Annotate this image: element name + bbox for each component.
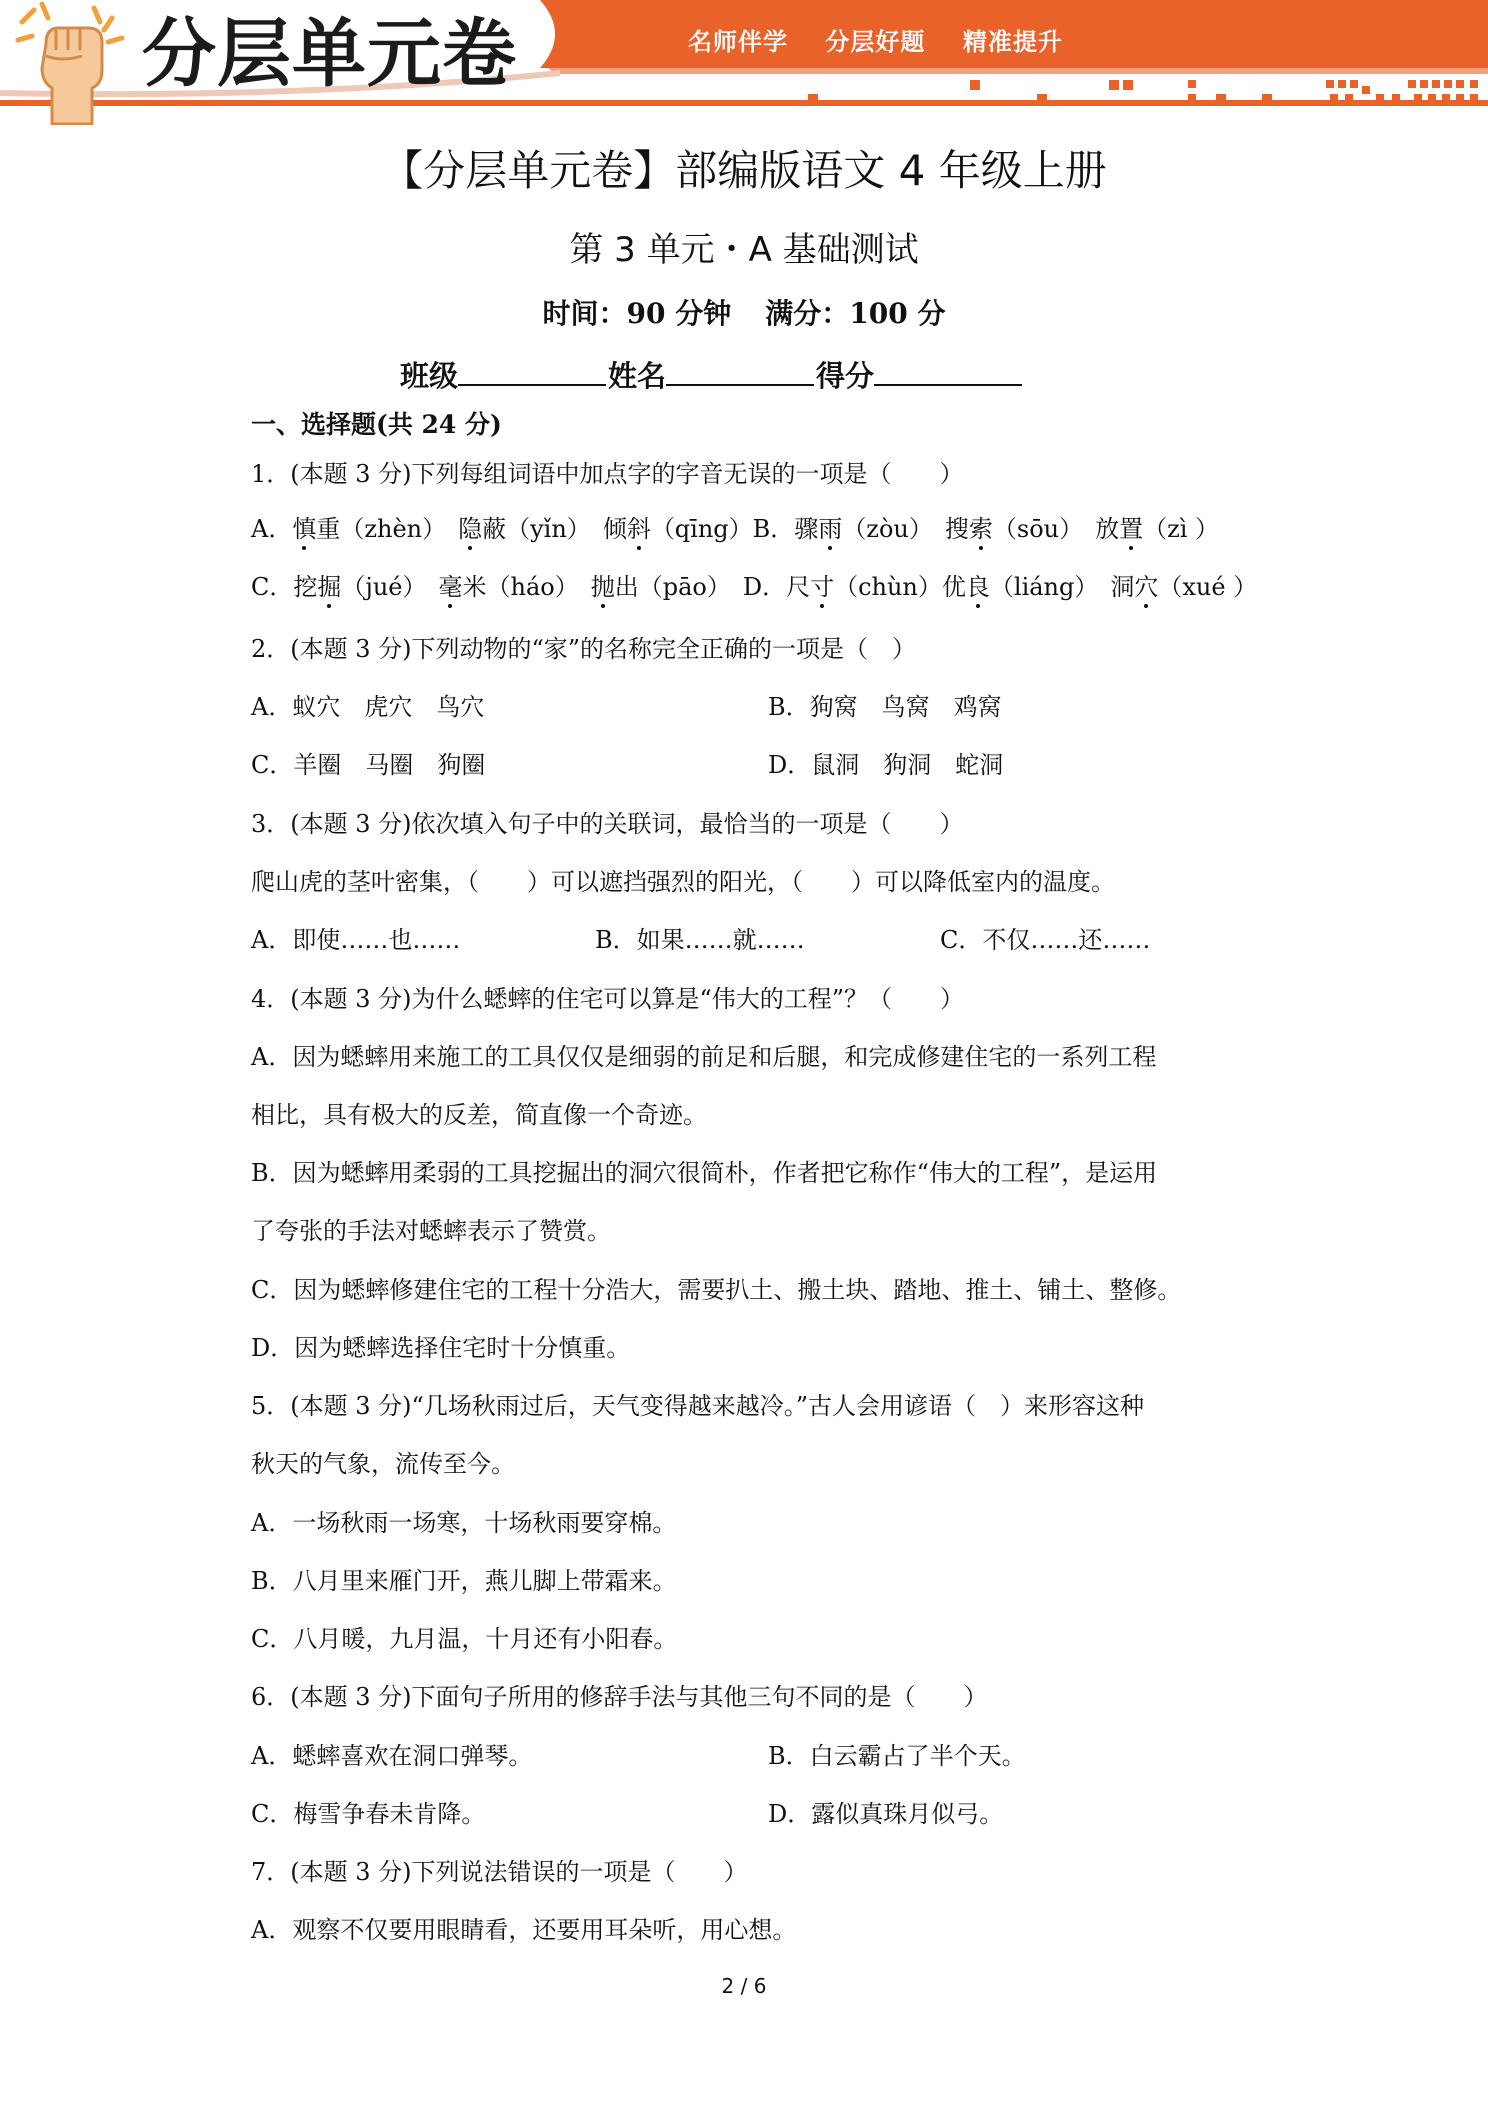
- dotted-char: 置: [1119, 515, 1144, 543]
- class-blank[interactable]: [458, 356, 606, 386]
- dotted-char: 寸: [810, 573, 835, 601]
- q2-stem: 2．(本题 3 分)下列动物的“家”的名称完全正确的一项是（ ）: [251, 635, 917, 663]
- q6-option-c[interactable]: C．梅雪争春未肯降。: [251, 1800, 486, 1828]
- exam-info: [0, 292, 1488, 332]
- q1-a-word: 重（zhèn）: [316, 515, 435, 543]
- page-subtitle: 第 3 单元・A 基础测试: [569, 230, 919, 270]
- q1-c-word: （háo）: [486, 573, 567, 601]
- q1-c-word: 出: [614, 573, 639, 601]
- q1-d-word: 优: [941, 573, 966, 601]
- q1-a-word: 蔽（yǐn）: [482, 515, 579, 543]
- q6-stem: 6．(本题 3 分)下面句子所用的修辞手法与其他三句不同的是（ ）: [251, 1683, 988, 1711]
- q2-option-d[interactable]: D．鼠洞 狗洞 蛇洞: [768, 751, 1004, 779]
- q1-b-word: （sōu）: [992, 515, 1072, 543]
- q4-option-a[interactable]: A．因为蟋蟀用来施工的工具仅仅是细弱的前足和后腿，和完成修建住宅的一系列工程: [251, 1043, 1157, 1071]
- q1-d-word: （xué ）: [1158, 573, 1258, 601]
- q2-option-c[interactable]: C．羊圈 马圈 狗圈: [251, 751, 486, 779]
- dotted-char: 抛: [590, 573, 615, 601]
- q3-sentence: 爬山虎的茎叶密集，（ ）可以遮挡强烈的阳光，（ ）可以降低室内的温度。: [251, 868, 1115, 896]
- q4-option-c[interactable]: C．因为蟋蟀修建住宅的工程十分浩大，需要扒土、搬土块、踏地、推土、铺土、整修。: [251, 1276, 1182, 1304]
- q1-c-word: 米: [462, 573, 487, 601]
- brand-logo-text: 分层单元卷: [142, 11, 517, 97]
- page-number: 2 / 6: [721, 1974, 767, 1998]
- q4-option-b-cont: 了夸张的手法对蟋蟀表示了赞赏。: [251, 1217, 611, 1245]
- q1-b-word: 放: [1095, 515, 1120, 543]
- q6-option-d[interactable]: D．露似真珠月似弓。: [768, 1800, 1004, 1828]
- q1-a-word: （qīng）: [650, 515, 753, 543]
- q4-option-a-cont: 相比，具有极大的反差，简直像一个奇迹。: [251, 1101, 707, 1129]
- q1-d-word: （liáng）: [989, 573, 1087, 601]
- exam-full-score: 满分：100 分: [765, 297, 946, 330]
- dotted-char: 斜: [626, 515, 651, 543]
- dotted-char: 雨: [818, 515, 843, 543]
- q1-c-word: 挖: [293, 573, 318, 601]
- dotted-char: 索: [968, 515, 993, 543]
- q2-option-b[interactable]: B．狗窝 鸟窝 鸡窝: [768, 693, 1002, 721]
- q1-b-word: （zì ）: [1143, 515, 1220, 543]
- dotted-char: 良: [965, 573, 990, 601]
- q1-b-word: （zòu）: [842, 515, 921, 543]
- name-blank[interactable]: [666, 356, 814, 386]
- score-blank[interactable]: [874, 356, 1022, 386]
- q1-c-word: （pāo）: [638, 573, 719, 601]
- q1-c-label: C．: [251, 573, 294, 601]
- page-title: 【分层单元卷】部编版语文 4 年级上册: [381, 146, 1107, 195]
- q2-option-a[interactable]: A．蚁穴 虎穴 鸟穴: [251, 693, 485, 721]
- q1-options-cd: [251, 567, 1257, 602]
- q1-a-word: 倾: [602, 515, 627, 543]
- section-heading: 一、选择题(共 24 分): [251, 410, 502, 439]
- q5-stem: 5．(本题 3 分)“几场秋雨过后，天气变得越来越冷。”古人会用谚语（ ）来形容这种: [251, 1392, 1145, 1420]
- q1-b-label: B．: [752, 515, 795, 543]
- q4-stem: 4．(本题 3 分)为什么蟋蟀的住宅可以算是“伟大的工程”？（ ）: [251, 985, 965, 1013]
- q1-b-word: 搜: [944, 515, 969, 543]
- q1-d-label: D．: [742, 573, 787, 601]
- score-label: 得分: [816, 359, 875, 393]
- q5-option-a[interactable]: A．一场秋雨一场寒，十场秋雨要穿棉。: [251, 1509, 677, 1537]
- q3-stem: 3．(本题 3 分)依次填入句子中的关联词，最恰当的一项是（ ）: [251, 810, 964, 838]
- raised-fist-icon: [12, 0, 132, 125]
- dotted-char: 毫: [438, 573, 463, 601]
- q6-option-a[interactable]: A．蟋蟀喜欢在洞口弹琴。: [251, 1742, 533, 1770]
- class-label: 班级: [400, 359, 459, 393]
- q4-option-b[interactable]: B．因为蟋蟀用柔弱的工具挖掘出的洞穴很简朴，作者把它称作“伟大的工程”，是运用: [251, 1159, 1158, 1187]
- q1-b-word: 骤: [794, 515, 819, 543]
- student-info-fields: [400, 354, 1024, 395]
- q5-option-c[interactable]: C．八月暖，九月温，十月还有小阳春。: [251, 1625, 678, 1653]
- q3-option-c[interactable]: C．不仅……还……: [940, 926, 1151, 954]
- q5-stem-cont: 秋天的气象，流传至今。: [251, 1450, 515, 1478]
- q1-a-label: A．: [251, 515, 293, 543]
- exam-time: 时间：90 分钟: [542, 297, 732, 330]
- q5-option-b[interactable]: B．八月里来雁门开，燕儿脚上带霜来。: [251, 1567, 677, 1595]
- q7-stem: 7．(本题 3 分)下列说法错误的一项是（ ）: [251, 1858, 748, 1886]
- q1-d-word: （chùn）: [834, 573, 942, 601]
- q1-d-word: 尺: [786, 573, 811, 601]
- q1-c-word: （jué）: [341, 573, 415, 601]
- dotted-char: 掘: [317, 573, 342, 601]
- q3-option-a[interactable]: A．即使……也……: [251, 926, 461, 954]
- name-label: 姓名: [608, 359, 667, 393]
- header-slogan: 名师伴学 分层好题 精准提升: [688, 28, 1063, 56]
- dotted-char: 隐: [458, 515, 483, 543]
- q1-d-word: 洞: [1110, 573, 1135, 601]
- q4-option-d[interactable]: D．因为蟋蟀选择住宅时十分慎重。: [251, 1334, 631, 1362]
- q1-stem: 1．(本题 3 分)下列每组词语中加点字的字音无误的一项是（ ）: [251, 460, 964, 488]
- q3-option-b[interactable]: B．如果……就……: [595, 926, 805, 954]
- dotted-char: 穴: [1134, 573, 1159, 601]
- header-banner: [0, 0, 1488, 128]
- q1-options-ab: [251, 509, 1219, 544]
- q7-option-a[interactable]: A．观察不仅要用眼睛看，还要用耳朵听，用心想。: [251, 1916, 797, 1944]
- q6-option-b[interactable]: B．白云霸占了半个天。: [768, 1742, 1026, 1770]
- dotted-char: 慎: [292, 515, 317, 543]
